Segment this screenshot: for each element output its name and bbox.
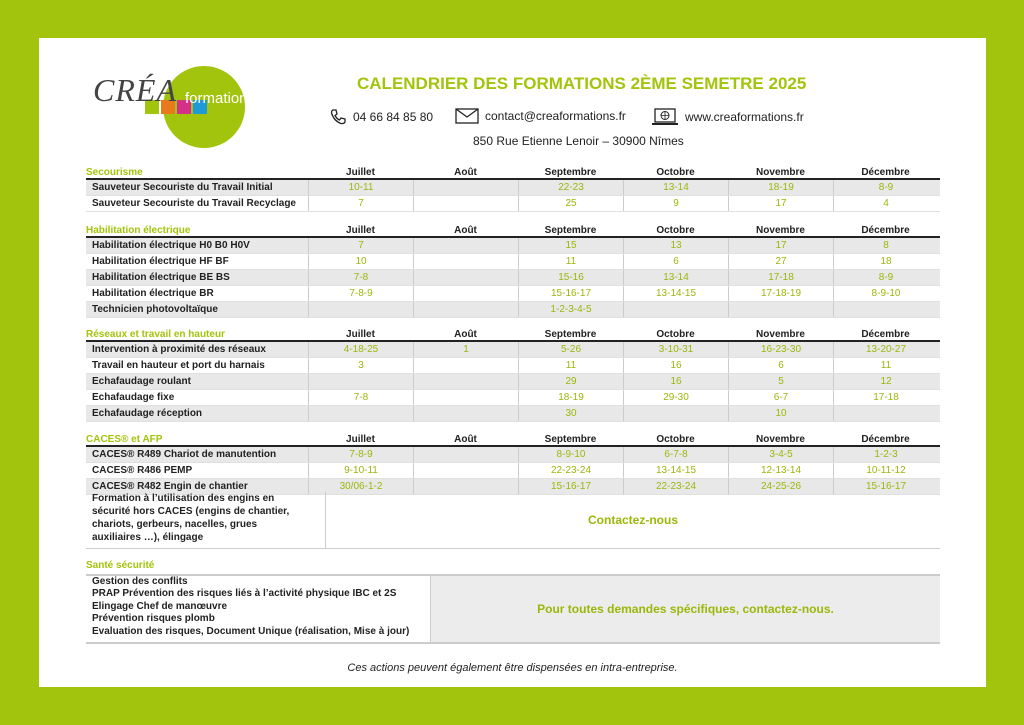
training-row (86, 286, 940, 302)
date-cell: 8-9 (833, 180, 938, 195)
envelope-icon (455, 108, 479, 124)
date-cell: 16 (623, 374, 728, 389)
date-cell: 18-19 (728, 180, 833, 195)
month-header: Août (454, 329, 477, 340)
month-header: Septembre (544, 225, 597, 236)
date-cell: 29 (518, 374, 623, 389)
date-cell: 11 (518, 358, 623, 373)
training-label: Habilitation électrique H0 B0 H0V (92, 240, 250, 251)
date-cell: 10-11-12 (833, 463, 938, 478)
training-row (86, 254, 940, 270)
date-cell: 15-16-17 (518, 479, 623, 494)
date-cell: 30/06-1-2 (308, 479, 413, 494)
month-header: Octobre (656, 225, 695, 236)
training-label: Habilitation électrique BR (92, 288, 214, 299)
section-title: Réseaux et travail en hauteur (86, 329, 225, 340)
date-cell: 3-4-5 (728, 447, 833, 462)
date-cell: 17 (728, 238, 833, 253)
crea-logo: CRÉA formations (93, 66, 253, 146)
date-cell: 13-14-15 (623, 463, 728, 478)
caces-other-label: Formation à l’utilisation des engins en sécurité hors CACES (engins de chantier, chariots, gerbeurs, nacelles, grues auxiliaires …), élingage (92, 493, 290, 543)
date-cell: 18 (833, 254, 938, 269)
date-cell (413, 180, 518, 195)
date-cell: 29-30 (623, 390, 728, 405)
training-label: CACES® R489 Chariot de manutention (92, 449, 277, 460)
training-row (86, 406, 940, 422)
date-cell: 22-23-24 (623, 479, 728, 494)
section-title: Habilitation électrique (86, 225, 191, 236)
date-cell: 8-9-10 (518, 447, 623, 462)
contact-us-cta[interactable]: Contactez-nous (325, 492, 940, 548)
phone-icon (329, 108, 347, 126)
date-cell: 8-9-10 (833, 286, 938, 301)
month-header: Septembre (544, 434, 597, 445)
page-title: CALENDRIER DES FORMATIONS 2ÈME SEMETRE 2025 (357, 74, 807, 93)
date-cell: 15-16-17 (833, 479, 938, 494)
date-cell: 7-8 (308, 270, 413, 285)
date-cell: 15-16-17 (518, 286, 623, 301)
training-label: CACES® R486 PEMP (92, 465, 193, 476)
training-row (86, 236, 940, 254)
website-contact[interactable]: www.creaformations.fr (651, 108, 804, 126)
date-cell: 7-8-9 (308, 447, 413, 462)
section-title: Secourisme (86, 167, 143, 178)
training-label: Sauveteur Secouriste du Travail Initial (92, 182, 273, 193)
date-cell: 13-14-15 (623, 286, 728, 301)
date-cell: 13-14 (623, 180, 728, 195)
date-cell (413, 254, 518, 269)
date-cell: 7 (308, 238, 413, 253)
date-cell: 8 (833, 238, 938, 253)
training-row (86, 463, 940, 479)
training-row (86, 445, 940, 463)
date-cell: 11 (833, 358, 938, 373)
training-label: Travail en hauteur et port du harnais (92, 360, 265, 371)
section-sante-title: Santé sécurité (86, 560, 155, 571)
date-cell: 13 (623, 238, 728, 253)
training-row (86, 374, 940, 390)
laptop-globe-icon (651, 108, 679, 126)
training-label: Echafaudage réception (92, 408, 203, 419)
date-cell: 7 (308, 196, 413, 211)
training-row (86, 196, 940, 212)
date-cell: 22-23-24 (518, 463, 623, 478)
date-cell (413, 302, 518, 317)
date-cell: 30 (518, 406, 623, 421)
phone-contact: 04 66 84 85 80 (329, 108, 433, 126)
date-cell (308, 302, 413, 317)
month-header: Décembre (861, 225, 910, 236)
month-header: Novembre (756, 167, 805, 178)
section-secourisme (86, 164, 940, 212)
date-cell: 15 (518, 238, 623, 253)
date-cell: 16 (623, 358, 728, 373)
section-caces (86, 431, 940, 495)
month-header: Décembre (861, 167, 910, 178)
section-habilitation (86, 222, 940, 318)
date-cell: 1-2-3-4-5 (518, 302, 623, 317)
date-cell: 24-25-26 (728, 479, 833, 494)
training-label: Echafaudage fixe (92, 392, 175, 403)
date-cell (623, 406, 728, 421)
month-header: Novembre (756, 434, 805, 445)
date-cell: 12 (833, 374, 938, 389)
training-label: Technicien photovoltaïque (92, 304, 218, 315)
specific-request-cta[interactable]: Pour toutes demandes spécifiques, contactez-nous. (430, 576, 940, 642)
month-header: Juillet (346, 225, 375, 236)
date-cell: 13-20-27 (833, 342, 938, 357)
month-header: Décembre (861, 434, 910, 445)
month-header: Novembre (756, 225, 805, 236)
month-header: Juillet (346, 167, 375, 178)
training-label: Habilitation électrique HF BF (92, 256, 229, 267)
sante-block (86, 574, 940, 644)
email-contact[interactable]: contact@creaformations.fr (455, 108, 626, 124)
date-cell (413, 390, 518, 405)
training-label: CACES® R482 Engin de chantier (92, 481, 248, 492)
date-cell: 6 (728, 358, 833, 373)
date-cell (833, 406, 938, 421)
training-label: Intervention à proximité des réseaux (92, 344, 266, 355)
month-header: Octobre (656, 167, 695, 178)
section-header (86, 326, 940, 340)
date-cell: 9 (623, 196, 728, 211)
date-cell: 5 (728, 374, 833, 389)
training-label: Habilitation électrique BE BS (92, 272, 230, 283)
section-header (86, 431, 940, 445)
date-cell (413, 238, 518, 253)
section-title: CACES® et AFP (86, 434, 163, 445)
month-header: Octobre (656, 434, 695, 445)
training-row (86, 270, 940, 286)
date-cell (413, 406, 518, 421)
month-header: Septembre (544, 329, 597, 340)
month-header: Septembre (544, 167, 597, 178)
month-header: Décembre (861, 329, 910, 340)
date-cell: 10 (308, 254, 413, 269)
date-cell: 7-8-9 (308, 286, 413, 301)
address: 850 Rue Etienne Lenoir – 30900 Nîmes (473, 134, 684, 148)
date-cell: 7-8 (308, 390, 413, 405)
date-cell: 1 (413, 342, 518, 357)
date-cell: 8-9 (833, 270, 938, 285)
month-header: Juillet (346, 434, 375, 445)
training-row (86, 178, 940, 196)
training-row (86, 302, 940, 318)
section-header (86, 222, 940, 236)
date-cell: 9-10-11 (308, 463, 413, 478)
date-cell: 27 (728, 254, 833, 269)
training-label: Sauveteur Secouriste du Travail Recyclage (92, 198, 296, 209)
date-cell: 22-23 (518, 180, 623, 195)
date-cell: 15-16 (518, 270, 623, 285)
date-cell: 25 (518, 196, 623, 211)
date-cell: 17-18-19 (728, 286, 833, 301)
date-cell (413, 270, 518, 285)
date-cell (413, 374, 518, 389)
date-cell: 17-18 (833, 390, 938, 405)
month-header: Août (454, 225, 477, 236)
date-cell: 1-2-3 (833, 447, 938, 462)
date-cell: 6-7 (728, 390, 833, 405)
sante-list: Gestion des conflits PRAP Prévention des risques liés à l’activité physique IBC et 2S Elingage Chef de manœuvre Prévention risques plomb Evaluation des risques, Document Unique (réalisation, Mise à jour) (92, 576, 410, 637)
training-row (86, 390, 940, 406)
date-cell: 17-18 (728, 270, 833, 285)
date-cell: 3 (308, 358, 413, 373)
date-cell: 16-23-30 (728, 342, 833, 357)
training-label: Echafaudage roulant (92, 376, 191, 387)
date-cell: 6-7-8 (623, 447, 728, 462)
date-cell (308, 374, 413, 389)
date-cell: 10-11 (308, 180, 413, 195)
date-cell: 18-19 (518, 390, 623, 405)
date-cell: 13-14 (623, 270, 728, 285)
date-cell (728, 302, 833, 317)
date-cell: 11 (518, 254, 623, 269)
month-header: Novembre (756, 329, 805, 340)
date-cell: 12-13-14 (728, 463, 833, 478)
date-cell: 4 (833, 196, 938, 211)
training-row (86, 358, 940, 374)
footer-note: Ces actions peuvent également être dispensées en intra-entreprise. (347, 662, 678, 674)
month-header: Août (454, 434, 477, 445)
date-cell (413, 196, 518, 211)
date-cell (413, 447, 518, 462)
date-cell: 6 (623, 254, 728, 269)
date-cell: 4-18-25 (308, 342, 413, 357)
month-header: Octobre (656, 329, 695, 340)
section-header (86, 164, 940, 178)
date-cell (413, 358, 518, 373)
caces-other-block (86, 492, 940, 549)
date-cell (308, 406, 413, 421)
date-cell (413, 286, 518, 301)
date-cell: 17 (728, 196, 833, 211)
date-cell: 5-26 (518, 342, 623, 357)
month-header: Août (454, 167, 477, 178)
training-row (86, 340, 940, 358)
date-cell (833, 302, 938, 317)
date-cell (413, 463, 518, 478)
calendar-page (39, 38, 986, 687)
date-cell: 3-10-31 (623, 342, 728, 357)
date-cell: 10 (728, 406, 833, 421)
date-cell (623, 302, 728, 317)
month-header: Juillet (346, 329, 375, 340)
section-reseaux (86, 326, 940, 422)
